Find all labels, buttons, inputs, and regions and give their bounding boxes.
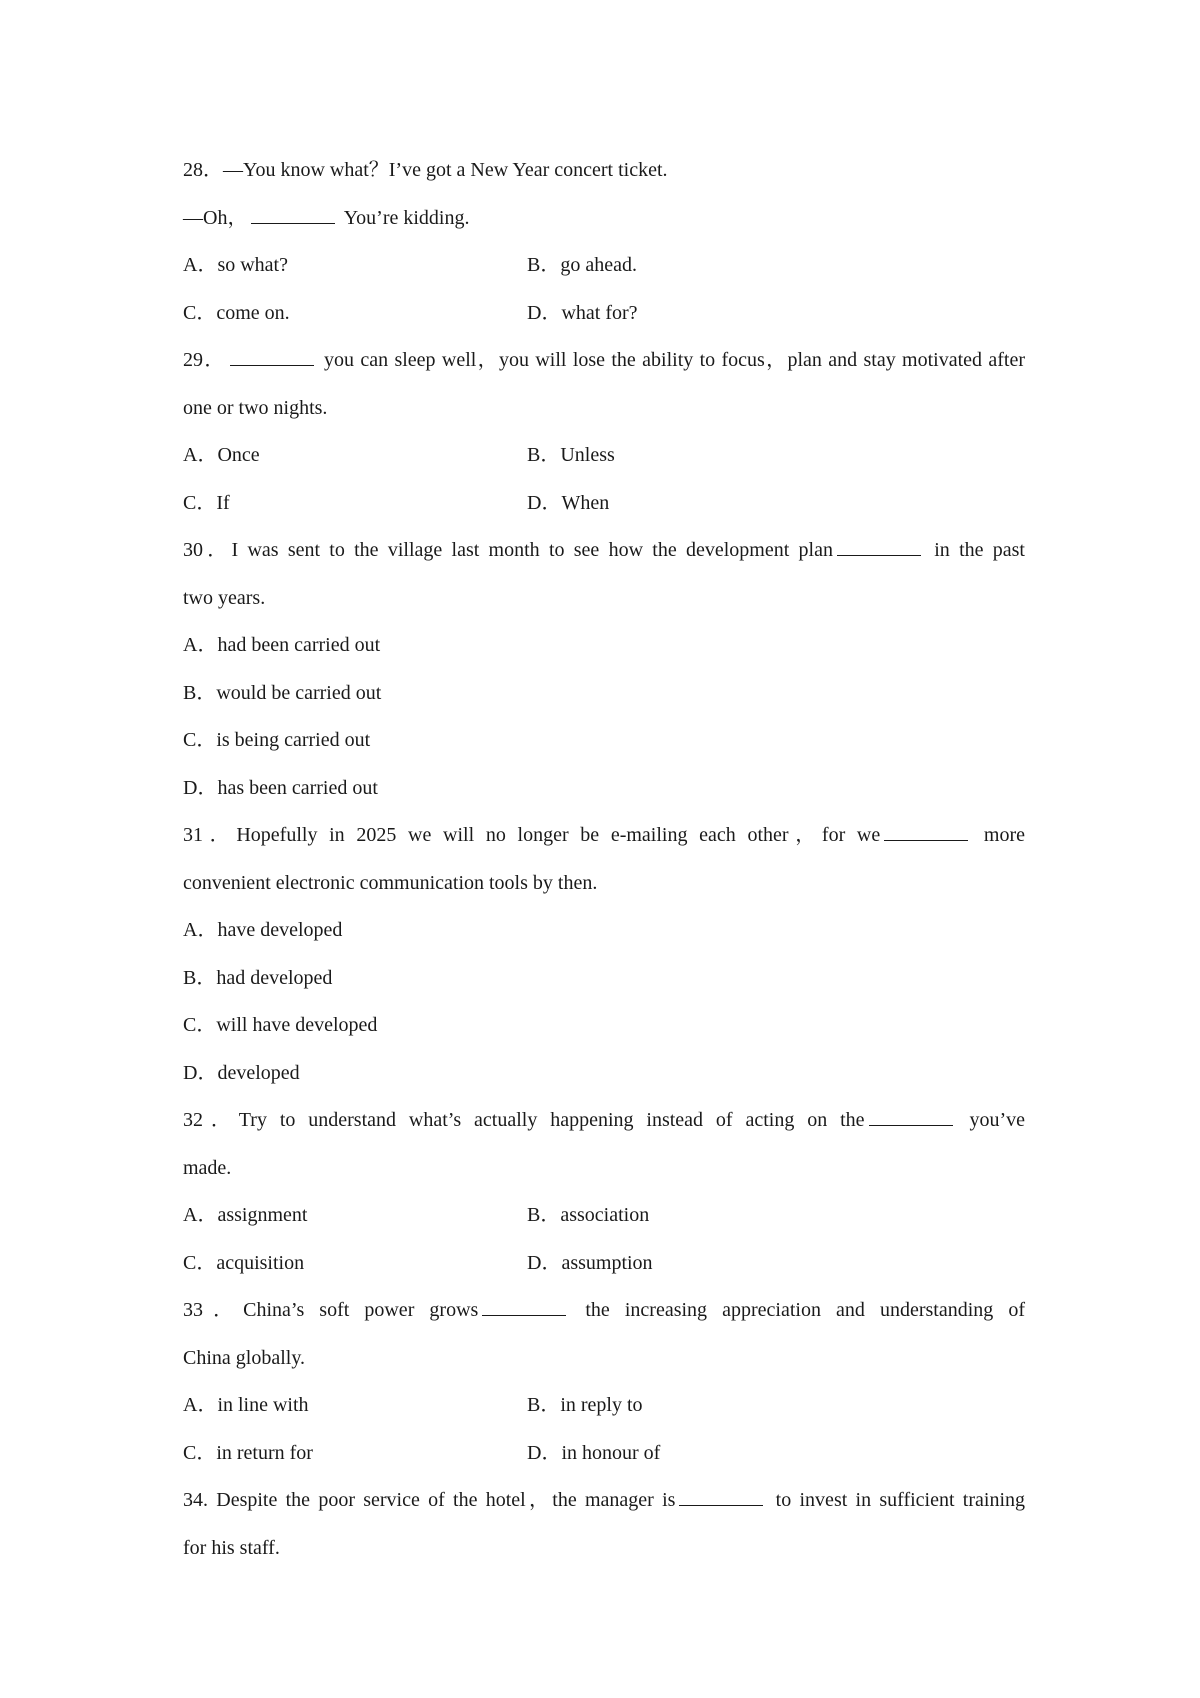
option-row bbox=[183, 480, 1025, 528]
answer-option: C．acquisition bbox=[183, 1251, 305, 1274]
question-stem-line bbox=[183, 1335, 1025, 1383]
question-stem-line bbox=[183, 1477, 1025, 1525]
question-stem-line bbox=[183, 1097, 1025, 1145]
stem-text: one or two nights. bbox=[183, 396, 328, 419]
stem-text: to invest in sufficient training bbox=[767, 1489, 1025, 1511]
stem-text: 31．Hopefully in 2025 we will no longer be e-mailing each other，for we bbox=[183, 824, 881, 846]
stem-text: 28．—You know what？I’ve got a New Year concert ticket. bbox=[183, 159, 668, 181]
question-stem-line bbox=[183, 1145, 1025, 1193]
option-row bbox=[183, 1382, 1025, 1430]
question-block bbox=[183, 337, 1025, 527]
question-stem-line bbox=[183, 195, 1025, 243]
question-stem-line bbox=[183, 385, 1025, 433]
answer-blank bbox=[230, 350, 314, 366]
stem-text: You’re kidding. bbox=[339, 206, 470, 229]
option-row bbox=[183, 1240, 1025, 1288]
stem-text: 29． bbox=[183, 349, 226, 371]
question-stem-line bbox=[183, 1525, 1025, 1573]
question-block bbox=[183, 147, 1025, 337]
question-stem-line bbox=[183, 860, 1025, 908]
answer-option: A．assignment bbox=[183, 1204, 308, 1226]
answer-blank bbox=[837, 540, 921, 556]
stem-text: in the past bbox=[924, 539, 1025, 561]
option-row bbox=[183, 242, 1025, 290]
stem-text: 33．China’s soft power grows bbox=[183, 1299, 479, 1321]
answer-option: C．will have developed bbox=[183, 1014, 378, 1036]
answer-option: B．association bbox=[527, 1204, 650, 1226]
stem-text: you can sleep well，you will lose the ability to focus，plan and stay motivated after bbox=[317, 349, 1025, 371]
answer-option: C．If bbox=[183, 491, 230, 514]
question-stem-line bbox=[183, 1287, 1025, 1335]
stem-text: more bbox=[972, 824, 1026, 846]
question-block bbox=[183, 1287, 1025, 1477]
stem-text: you’ve bbox=[956, 1109, 1025, 1131]
exam-page bbox=[183, 147, 1025, 1572]
answer-option: A．so what? bbox=[183, 254, 288, 276]
option-row bbox=[183, 432, 1025, 480]
answer-option: B．go ahead. bbox=[527, 254, 637, 276]
answer-blank bbox=[869, 1110, 953, 1126]
stem-text: 32．Try to understand what’s actually happening instead of acting on the bbox=[183, 1109, 865, 1131]
question-stem-line bbox=[183, 527, 1025, 575]
answer-option: C．come on. bbox=[183, 301, 290, 324]
answer-option: D．assumption bbox=[527, 1251, 653, 1274]
answer-option: C．is being carried out bbox=[183, 729, 371, 751]
stem-text: two years. bbox=[183, 586, 266, 609]
answer-blank bbox=[482, 1300, 566, 1316]
answer-option: D．has been carried out bbox=[183, 776, 378, 799]
question-stem-line bbox=[183, 337, 1025, 385]
answer-blank bbox=[251, 208, 335, 224]
answer-blank bbox=[884, 825, 968, 841]
answer-option: A．in line with bbox=[183, 1394, 309, 1416]
answer-blank bbox=[679, 1490, 763, 1506]
question-block bbox=[183, 1477, 1025, 1572]
option-row bbox=[183, 290, 1025, 338]
option-row bbox=[183, 1430, 1025, 1478]
option-row bbox=[183, 1192, 1025, 1240]
answer-option: B．Unless bbox=[527, 444, 615, 466]
stem-text: made. bbox=[183, 1156, 232, 1179]
answer-option: D．developed bbox=[183, 1061, 300, 1084]
stem-text: for his staff. bbox=[183, 1536, 280, 1559]
answer-option: A．have developed bbox=[183, 919, 343, 941]
stem-text: —Oh， bbox=[183, 206, 248, 229]
answer-option: C．in return for bbox=[183, 1441, 313, 1464]
stem-text: 30．I was sent to the village last month to see how the development plan bbox=[183, 539, 833, 561]
answer-option: A．Once bbox=[183, 444, 260, 466]
answer-option: B．would be carried out bbox=[183, 681, 382, 704]
answer-option: B．had developed bbox=[183, 966, 333, 989]
question-stem-line bbox=[183, 575, 1025, 623]
question-block bbox=[183, 812, 1025, 1097]
question-stem-line bbox=[183, 147, 1025, 195]
stem-text: the increasing appreciation and understanding of bbox=[570, 1299, 1026, 1321]
question-block bbox=[183, 1097, 1025, 1287]
question-stem-line bbox=[183, 812, 1025, 860]
question-block bbox=[183, 527, 1025, 812]
answer-option: A．had been carried out bbox=[183, 634, 381, 656]
answer-option: B．in reply to bbox=[527, 1394, 643, 1416]
answer-option: D．When bbox=[527, 491, 610, 514]
stem-text: convenient electronic communication tools by then. bbox=[183, 871, 598, 894]
answer-option: D．what for? bbox=[527, 301, 638, 324]
answer-option: D．in honour of bbox=[527, 1441, 661, 1464]
stem-text: 34. Despite the poor service of the hotel，the manager is bbox=[183, 1489, 676, 1511]
stem-text: China globally. bbox=[183, 1346, 306, 1369]
